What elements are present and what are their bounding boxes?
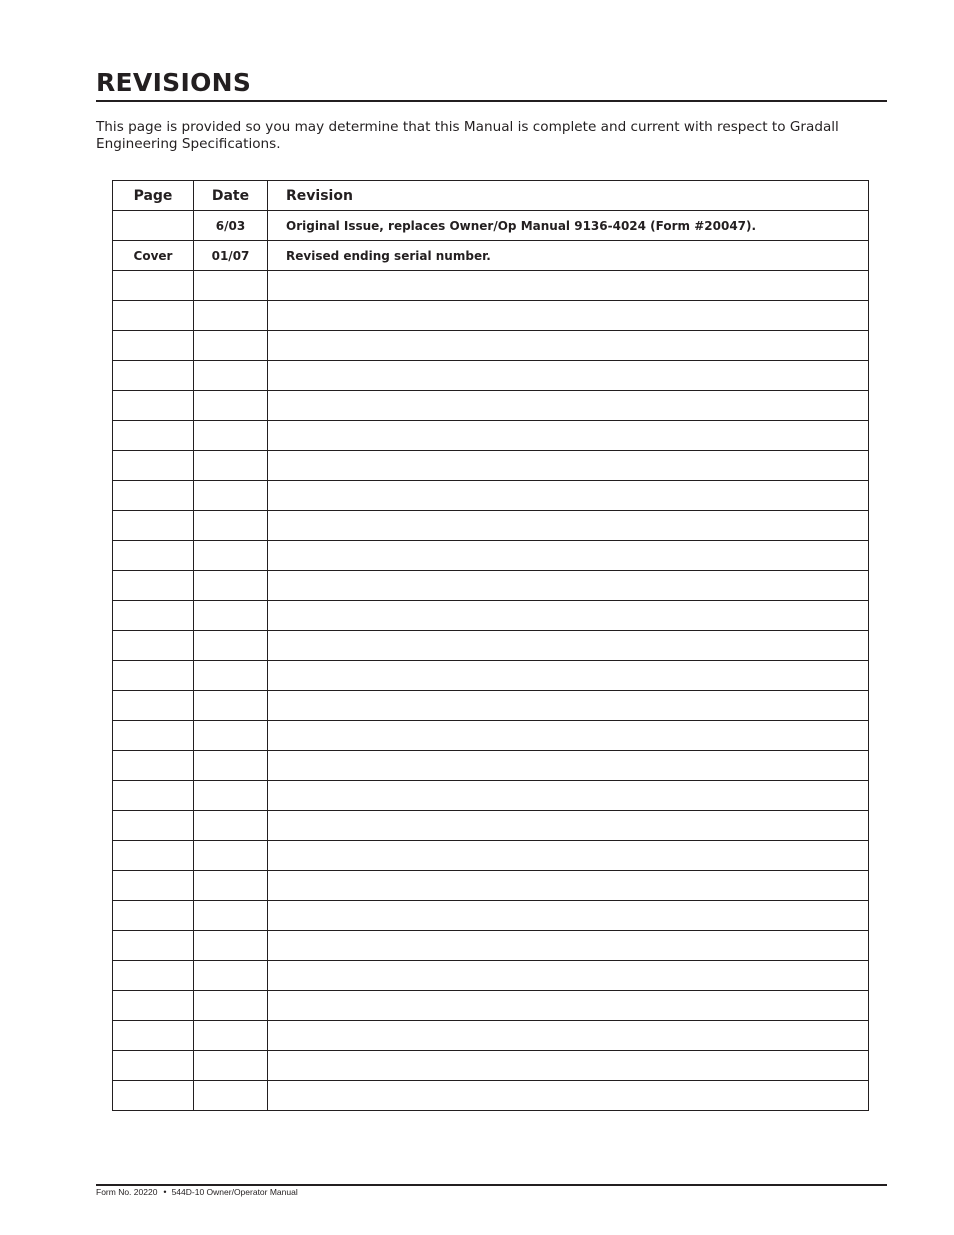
- cell-revision: [268, 571, 869, 601]
- cell-date: [194, 691, 268, 721]
- cell-revision: [268, 541, 869, 571]
- header-revision: Revision: [268, 181, 869, 211]
- cell-revision: [268, 421, 869, 451]
- table-row: [113, 721, 869, 751]
- cell-date: [194, 481, 268, 511]
- cell-page: [113, 991, 194, 1021]
- cell-page: [113, 391, 194, 421]
- table-row: [113, 421, 869, 451]
- table-row: [113, 241, 869, 271]
- footer-form-number: Form No. 20220: [96, 1187, 158, 1197]
- cell-date: [194, 331, 268, 361]
- cell-date: [194, 871, 268, 901]
- cell-revision: Revised ending serial number.: [268, 241, 869, 271]
- table-row: [113, 901, 869, 931]
- cell-date: [194, 961, 268, 991]
- cell-revision: [268, 601, 869, 631]
- cell-date: [194, 991, 268, 1021]
- cell-date: [194, 271, 268, 301]
- cell-page: [113, 451, 194, 481]
- footer-bullet: •: [163, 1187, 167, 1197]
- cell-revision: [268, 721, 869, 751]
- cell-page: [113, 1021, 194, 1051]
- table-row: [113, 601, 869, 631]
- cell-revision: [268, 1051, 869, 1081]
- cell-date: [194, 781, 268, 811]
- cell-revision: [268, 931, 869, 961]
- cell-page: [113, 301, 194, 331]
- cell-date: [194, 541, 268, 571]
- cell-page: [113, 931, 194, 961]
- revisions-table: [112, 180, 869, 1111]
- cell-date: [194, 601, 268, 631]
- table-row: [113, 451, 869, 481]
- table-row: [113, 631, 869, 661]
- revisions-table-body: [113, 211, 869, 1111]
- table-row: [113, 931, 869, 961]
- cell-page: [113, 211, 194, 241]
- cell-date: [194, 571, 268, 601]
- cell-page: [113, 661, 194, 691]
- cell-revision: Original Issue, replaces Owner/Op Manual 9136-4024 (Form #20047).: [268, 211, 869, 241]
- cell-page: [113, 271, 194, 301]
- table-row: [113, 541, 869, 571]
- cell-revision: [268, 751, 869, 781]
- cell-date: [194, 661, 268, 691]
- footer: [96, 1187, 298, 1198]
- table-row: [113, 1051, 869, 1081]
- cell-revision: [268, 991, 869, 1021]
- title-rule: [96, 100, 887, 102]
- cell-date: [194, 751, 268, 781]
- cell-revision: [268, 271, 869, 301]
- cell-revision: [268, 391, 869, 421]
- cell-revision: [268, 631, 869, 661]
- table-row: [113, 271, 869, 301]
- cell-revision: [268, 661, 869, 691]
- table-row: [113, 301, 869, 331]
- table-row: [113, 991, 869, 1021]
- table-row: [113, 211, 869, 241]
- cell-page: [113, 751, 194, 781]
- cell-date: [194, 901, 268, 931]
- table-row: [113, 811, 869, 841]
- page-title: REVISIONS: [96, 68, 252, 97]
- cell-revision: [268, 331, 869, 361]
- cell-revision: [268, 481, 869, 511]
- cell-date: [194, 421, 268, 451]
- cell-page: Cover: [113, 241, 194, 271]
- cell-page: [113, 781, 194, 811]
- cell-page: [113, 961, 194, 991]
- cell-revision: [268, 511, 869, 541]
- cell-revision: [268, 361, 869, 391]
- table-row: [113, 571, 869, 601]
- cell-date: [194, 1051, 268, 1081]
- table-row: [113, 511, 869, 541]
- cell-revision: [268, 841, 869, 871]
- cell-page: [113, 601, 194, 631]
- table-row: [113, 661, 869, 691]
- table-row: [113, 481, 869, 511]
- cell-date: [194, 631, 268, 661]
- cell-page: [113, 811, 194, 841]
- cell-page: [113, 1051, 194, 1081]
- cell-revision: [268, 691, 869, 721]
- cell-page: [113, 361, 194, 391]
- cell-date: [194, 1081, 268, 1111]
- header-date: Date: [194, 181, 268, 211]
- cell-revision: [268, 781, 869, 811]
- cell-date: [194, 361, 268, 391]
- table-row: [113, 691, 869, 721]
- cell-date: [194, 811, 268, 841]
- cell-date: [194, 301, 268, 331]
- cell-page: [113, 901, 194, 931]
- table-row: [113, 871, 869, 901]
- cell-date: [194, 931, 268, 961]
- table-header-row: [113, 181, 869, 211]
- cell-page: [113, 1081, 194, 1111]
- cell-revision: [268, 871, 869, 901]
- cell-page: [113, 571, 194, 601]
- cell-page: [113, 871, 194, 901]
- table-row: [113, 1081, 869, 1111]
- intro-paragraph: This page is provided so you may determine that this Manual is complete and current with respect to Gradall Engineering Specifications.: [96, 119, 839, 152]
- cell-page: [113, 631, 194, 661]
- cell-page: [113, 691, 194, 721]
- table-row: [113, 331, 869, 361]
- cell-page: [113, 481, 194, 511]
- cell-date: [194, 721, 268, 751]
- table-row: [113, 781, 869, 811]
- cell-date: [194, 1021, 268, 1051]
- cell-date: [194, 391, 268, 421]
- table-row: [113, 751, 869, 781]
- cell-date: 6/03: [194, 211, 268, 241]
- table-row: [113, 361, 869, 391]
- footer-rule: [96, 1184, 887, 1186]
- cell-revision: [268, 1021, 869, 1051]
- cell-revision: [268, 1081, 869, 1111]
- cell-revision: [268, 901, 869, 931]
- table-row: [113, 1021, 869, 1051]
- cell-page: [113, 721, 194, 751]
- table-row: [113, 391, 869, 421]
- footer-manual-title: 544D-10 Owner/Operator Manual: [171, 1187, 298, 1197]
- table-row: [113, 841, 869, 871]
- cell-date: [194, 511, 268, 541]
- cell-page: [113, 421, 194, 451]
- cell-page: [113, 841, 194, 871]
- cell-page: [113, 541, 194, 571]
- cell-revision: [268, 301, 869, 331]
- cell-page: [113, 331, 194, 361]
- cell-revision: [268, 451, 869, 481]
- cell-revision: [268, 811, 869, 841]
- table-row: [113, 961, 869, 991]
- cell-page: [113, 511, 194, 541]
- cell-date: 01/07: [194, 241, 268, 271]
- cell-date: [194, 451, 268, 481]
- cell-date: [194, 841, 268, 871]
- cell-revision: [268, 961, 869, 991]
- header-page: Page: [113, 181, 194, 211]
